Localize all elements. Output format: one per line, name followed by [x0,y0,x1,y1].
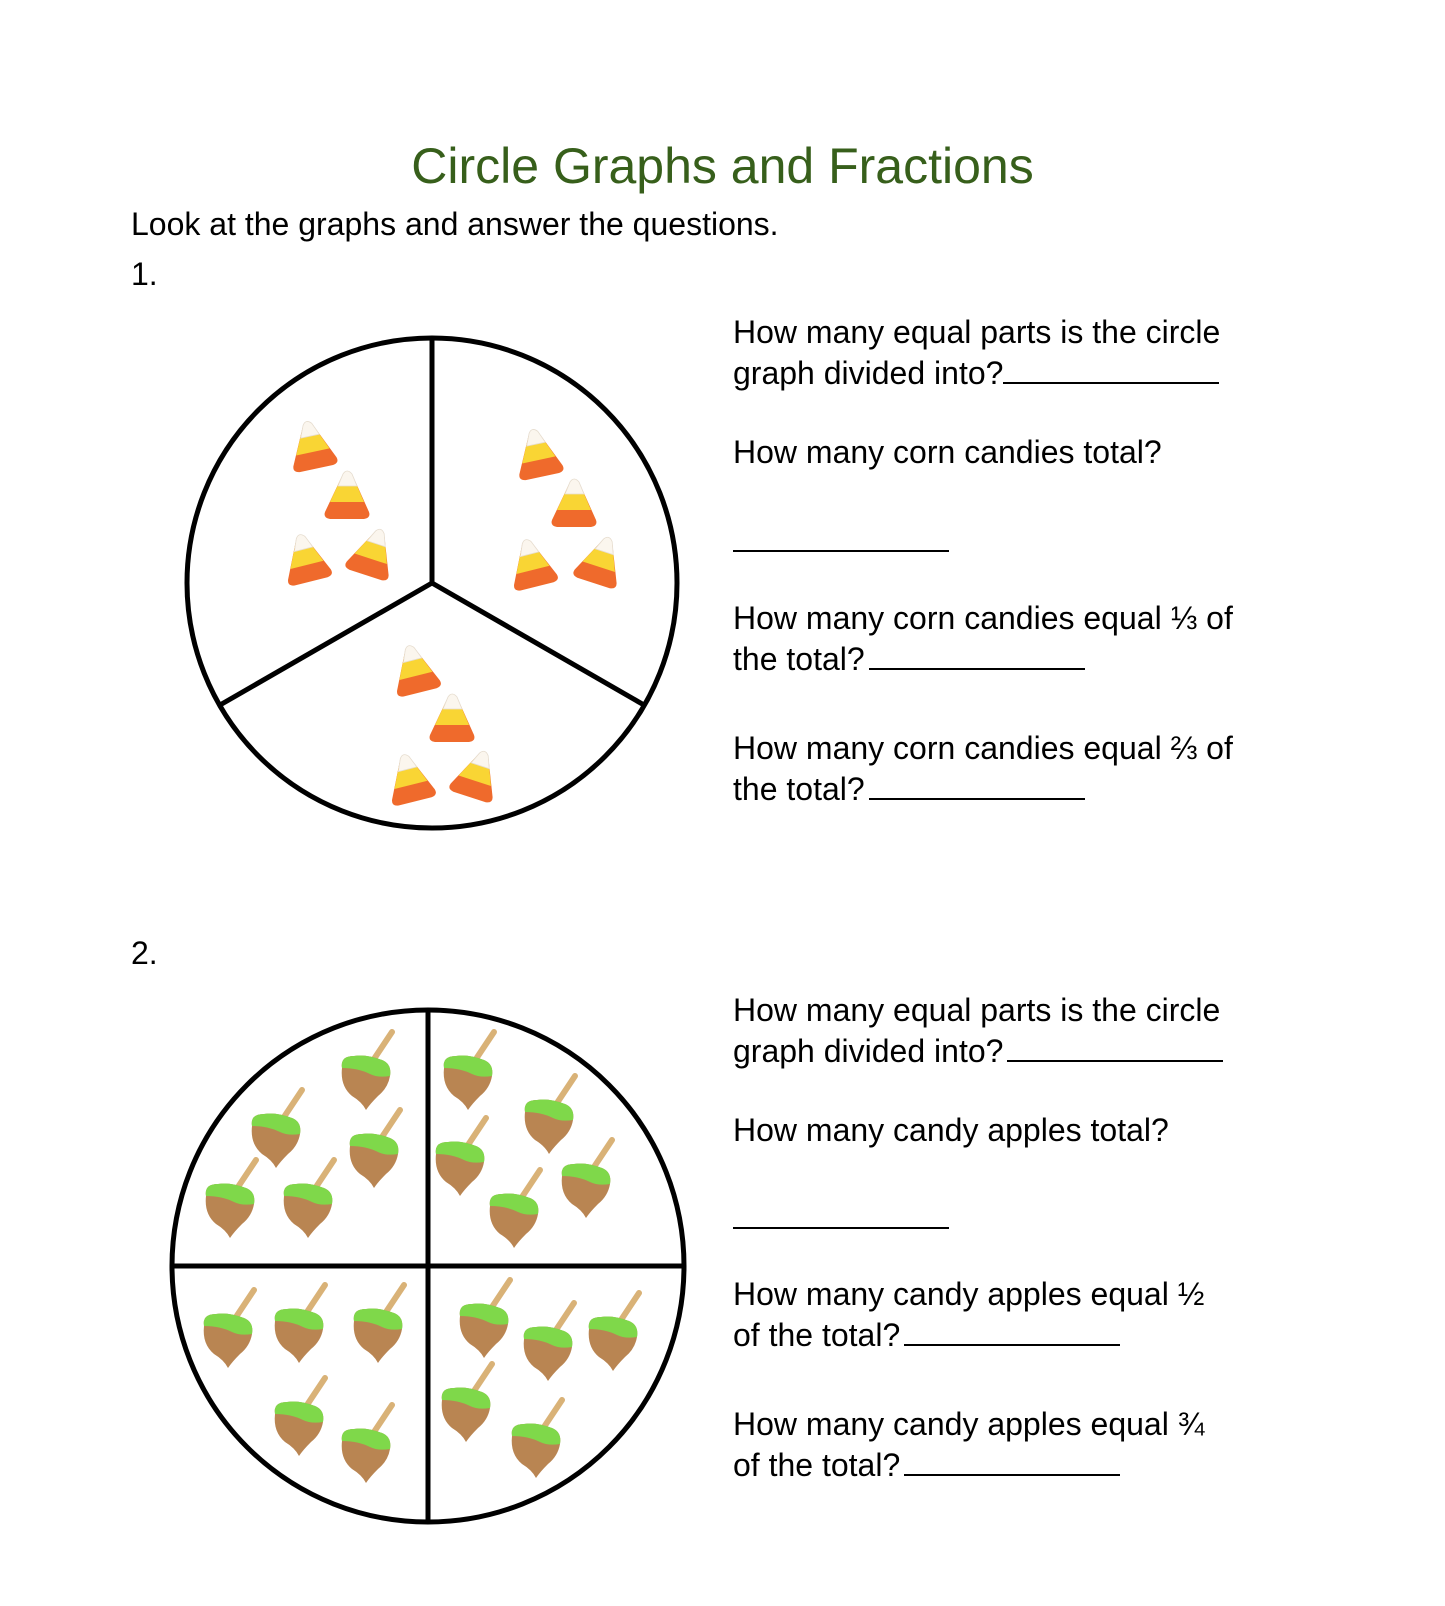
question-text: of the total? [733,1317,901,1353]
question-2b [733,1110,1333,1150]
question-text: How many corn candies equal ⅔ of [733,730,1233,766]
circle-graph-fourths [166,1004,690,1528]
question-2c [733,1274,1333,1355]
answer-blank[interactable] [869,768,1085,800]
question-1b [733,432,1333,472]
question-text: of the total? [733,1447,901,1483]
problem-number-1: 1. [131,256,158,292]
question-1a [733,312,1333,393]
question-1d [733,728,1333,809]
answer-blank[interactable] [1003,352,1219,384]
question-text: How many candy apples equal ½ [733,1276,1205,1312]
answer-blank[interactable] [869,638,1085,670]
question-text: How many equal parts is the circle [733,992,1221,1028]
question-1c [733,598,1333,679]
problem-number-2: 2. [131,935,158,971]
answer-blank[interactable] [1007,1030,1223,1062]
answer-blank[interactable] [733,550,949,552]
question-text: graph divided into? [733,1033,1004,1069]
answer-blank[interactable] [904,1444,1120,1476]
question-text: How many corn candies equal ⅓ of [733,600,1233,636]
question-text: graph divided into? [733,355,1004,391]
circle-graph-thirds [182,333,682,833]
question-2d [733,1404,1333,1485]
answer-blank[interactable] [904,1314,1120,1346]
question-text: How many corn candies total? [733,434,1162,470]
question-text: How many equal parts is the circle [733,314,1221,350]
question-text: How many candy apples total? [733,1112,1169,1148]
question-2a [733,990,1333,1071]
question-text: the total? [733,771,865,807]
question-text: How many candy apples equal ¾ [733,1406,1205,1442]
question-text: the total? [733,641,865,677]
worksheet-title: Circle Graphs and Fractions [411,138,1034,194]
answer-blank[interactable] [733,1227,949,1229]
instructions: Look at the graphs and answer the questions. [131,206,779,242]
